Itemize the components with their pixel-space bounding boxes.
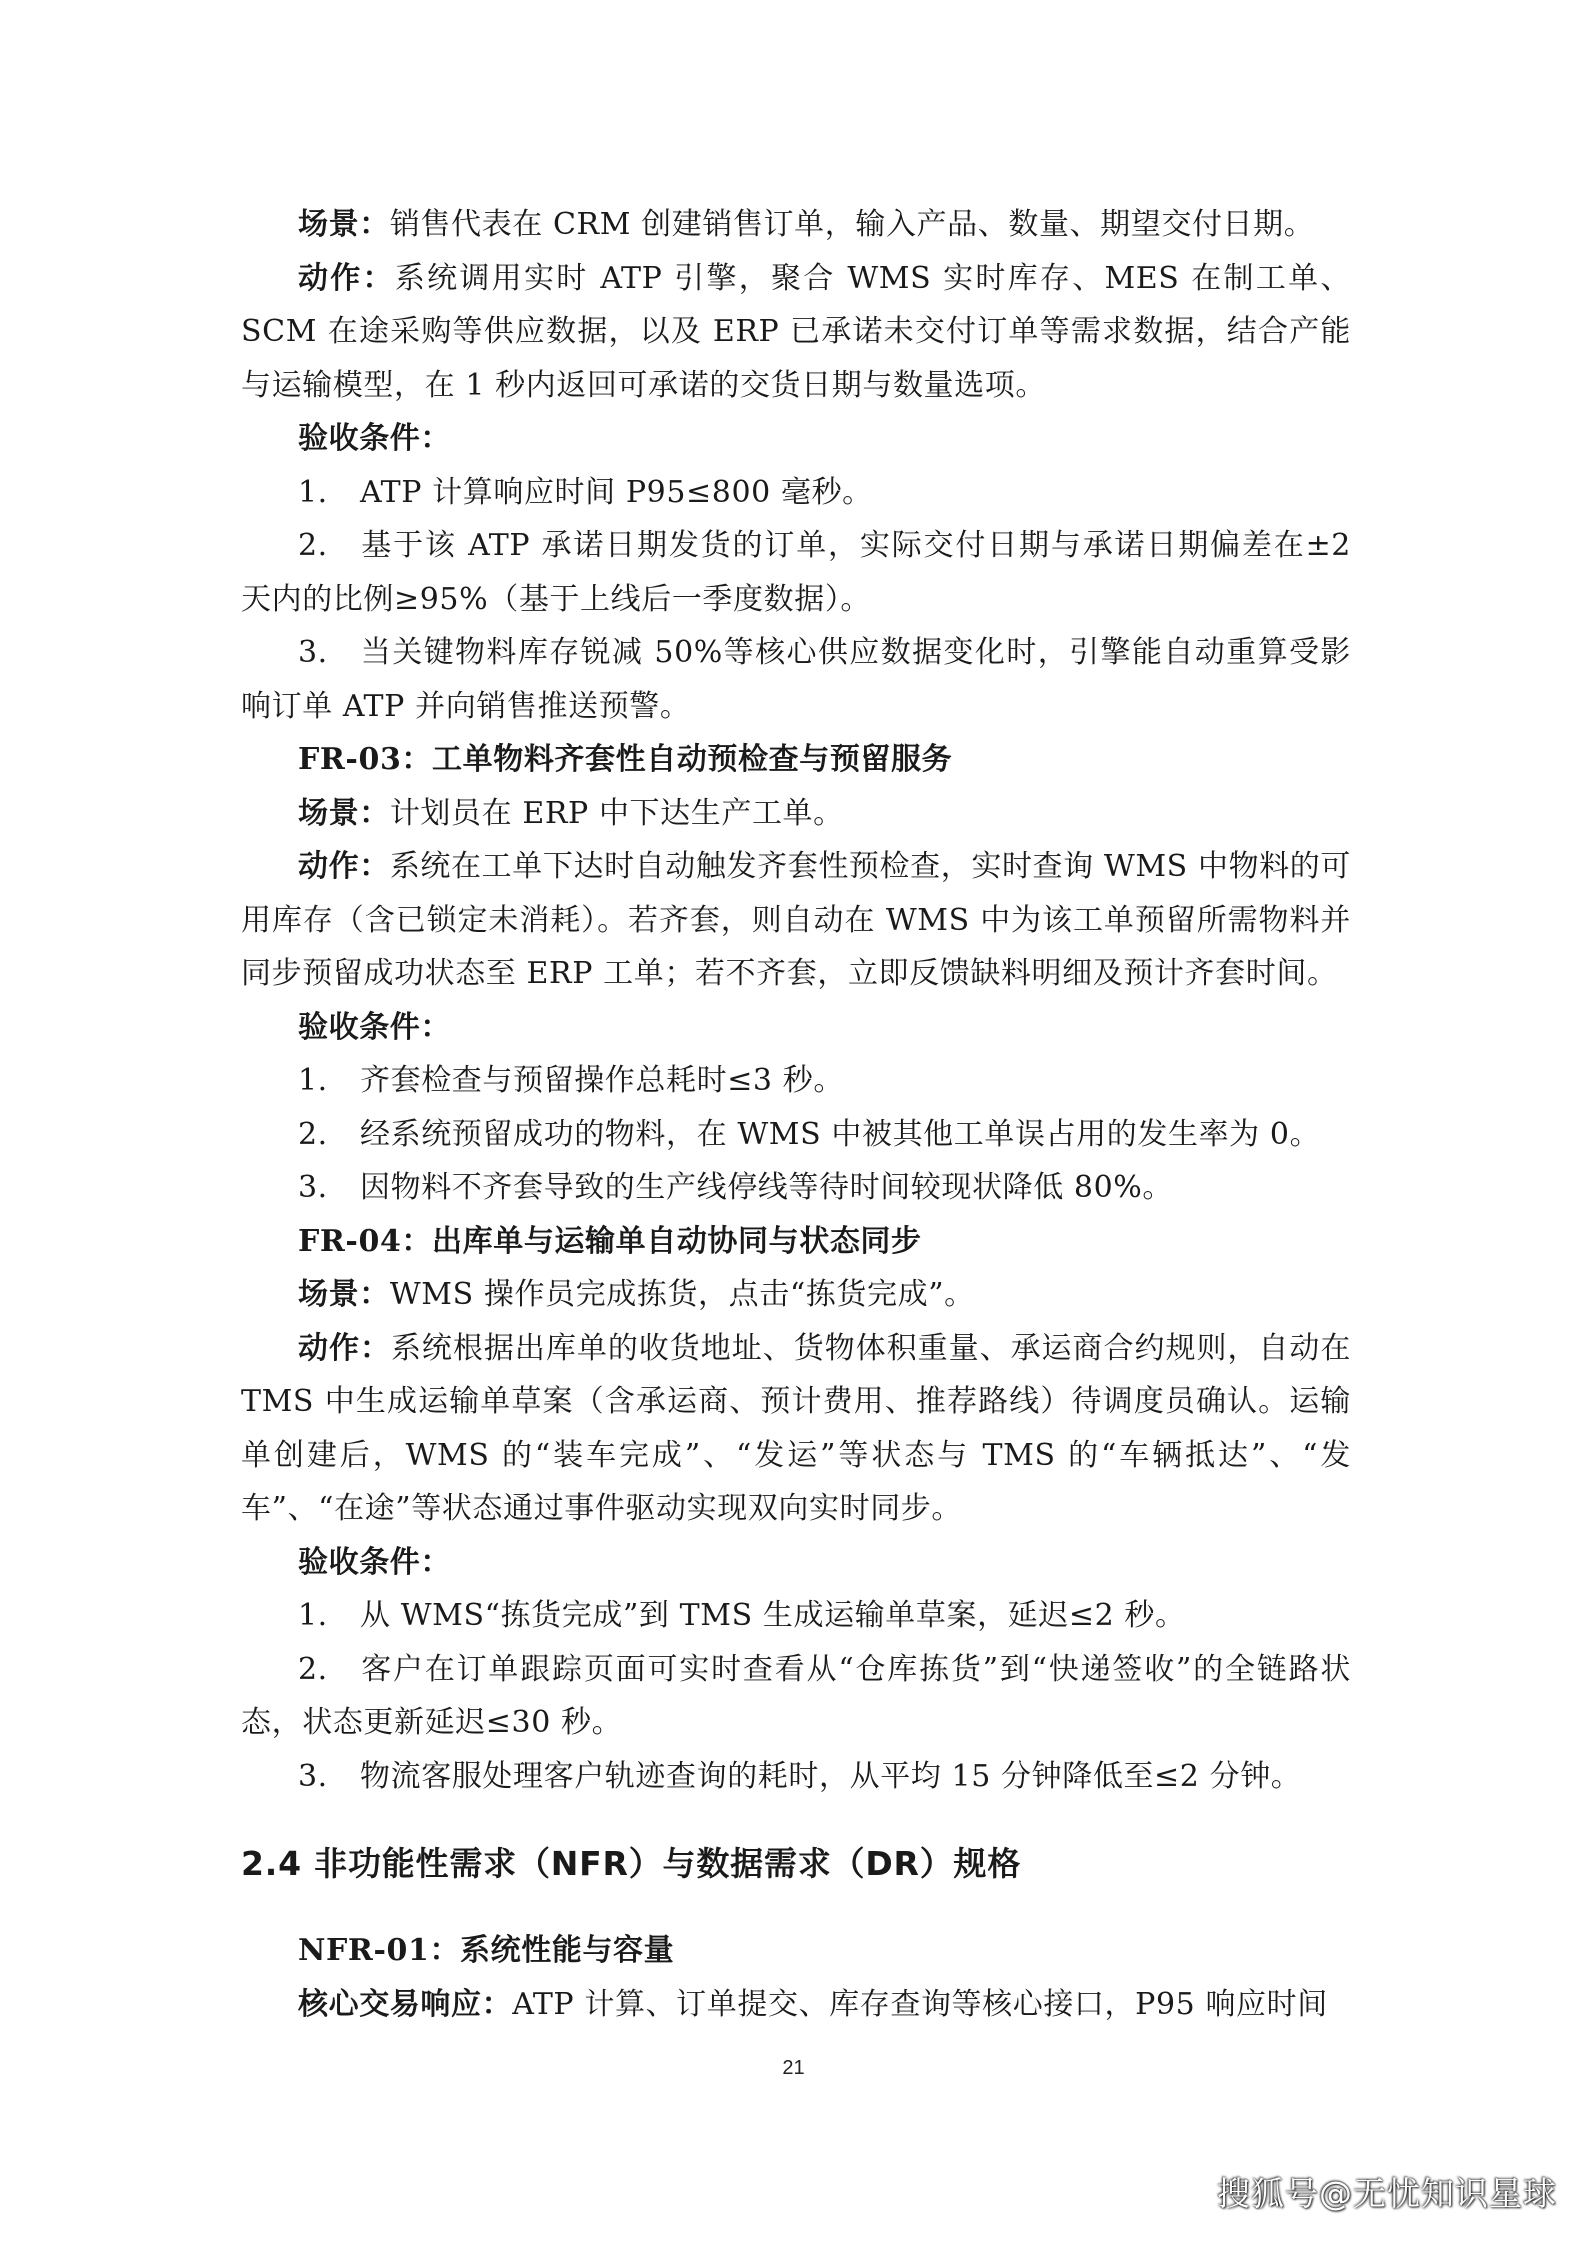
item-text: 基于该 ATP 承诺日期发货的订单，实际交付日期与承诺日期偏差在±2 天内的比例≥95%（基于上线后一季度数据）。 — [241, 528, 1351, 617]
item-text: 从 WMS“拣货完成”到 TMS 生成运输单草案，延迟≤2 秒。 — [360, 1598, 1186, 1633]
item-number: 3. — [298, 635, 328, 670]
item-text: 客户在订单跟踪页面可实时查看从“仓库拣货”到“快递签收”的全链路状态，状态更新延迟≤30 秒。 — [241, 1651, 1351, 1740]
scene-text: 计划员在 ERP 中下达生产工单。 — [389, 795, 844, 831]
action-paragraph — [241, 1322, 1351, 1536]
action-label: 动作： — [298, 849, 390, 884]
fr03-title: FR-03：工单物料齐套性自动预检查与预留服务 — [298, 742, 953, 777]
scene-label: 场景： — [298, 795, 390, 831]
acceptance-item — [241, 1643, 1351, 1750]
core-response-label: 核心交易响应： — [298, 1986, 513, 2022]
action-label: 动作： — [298, 260, 395, 296]
acceptance-item — [241, 519, 1351, 626]
action-paragraph — [241, 252, 1351, 413]
page-number: 21 — [782, 2057, 805, 2079]
scene-paragraph — [241, 1268, 1351, 1322]
acceptance-item — [241, 1589, 1351, 1643]
action-label: 动作： — [298, 1330, 391, 1366]
scene-text: WMS 操作员完成拣货，点击“拣货完成”。 — [389, 1277, 975, 1312]
fr04-title: FR-04：出库单与运输单自动协同与状态同步 — [298, 1223, 922, 1259]
action-paragraph — [241, 840, 1351, 1001]
scene-label: 场景： — [298, 1277, 390, 1312]
acceptance-heading: 验收条件： — [298, 421, 451, 456]
action-text: 系统在工单下达时自动触发齐套性预检查，实时查询 WMS 中物料的可用库存（含已锁定未消耗）。若齐套，则自动在 WMS 中为该工单预留所需物料并同步预留成功状态至 ERP 工单；若不齐套，立即反馈缺料明细及预计齐套时间。 — [241, 849, 1351, 991]
scene-paragraph — [241, 787, 1351, 841]
scene-label: 场景： — [298, 207, 390, 242]
acceptance-item — [241, 626, 1351, 733]
item-number: 2. — [298, 528, 328, 563]
item-number: 3. — [298, 1170, 328, 1205]
item-number: 1. — [298, 1063, 328, 1098]
core-response-text: ATP 计算、订单提交、库存查询等核心接口，P95 响应时间 — [512, 1986, 1328, 2022]
item-number: 1. — [298, 1598, 328, 1633]
action-text: 系统调用实时 ATP 引擎，聚合 WMS 实时库存、MES 在制工单、SCM 在途采购等供应数据，以及 ERP 已承诺未交付订单等需求数据，结合产能与运输模型，在 1 秒内返回可承诺的交货日期与数量选项。 — [241, 260, 1351, 403]
source-watermark: 搜狐号@无忧知识星球 — [1217, 2174, 1557, 2213]
nfr01-title: NFR-01：系统性能与容量 — [298, 1933, 675, 1968]
item-text: ATP 计算响应时间 P95≤800 毫秒。 — [360, 474, 873, 510]
item-number: 1. — [298, 474, 328, 510]
acceptance-item — [241, 1108, 1351, 1162]
scene-text: 销售代表在 CRM 创建销售订单，输入产品、数量、期望交付日期。 — [389, 207, 1315, 242]
item-text: 当关键物料库存锐减 50%等核心供应数据变化时，引擎能自动重算受影响订单 ATP 并向销售推送预警。 — [241, 635, 1351, 724]
acceptance-item — [241, 1054, 1351, 1108]
section-heading: 2.4 非功能性需求（NFR）与数据需求（DR）规格 — [241, 1844, 1022, 1883]
item-number: 3. — [298, 1758, 328, 1794]
acceptance-item — [241, 466, 1351, 520]
page-content — [241, 198, 1351, 2031]
scene-paragraph — [241, 198, 1351, 252]
acceptance-item — [241, 1161, 1351, 1215]
acceptance-item — [241, 1750, 1351, 1804]
acceptance-heading: 验收条件： — [298, 1544, 451, 1580]
item-text: 因物料不齐套导致的生产线停线等待时间较现状降低 80%。 — [360, 1170, 1174, 1205]
core-response-paragraph — [241, 1978, 1351, 2032]
action-text: 系统根据出库单的收货地址、货物体积重量、承运商合约规则，自动在 TMS 中生成运输单草案（含承运商、预计费用、推荐路线）待调度员确认。运输单创建后，WMS 的“装车完成”、“发运”等状态与 TMS 的“车辆抵达”、“发车”、“在途”等状态通过事件驱动实现双向实时同步。 — [241, 1330, 1351, 1526]
item-number: 2. — [298, 1651, 328, 1687]
item-text: 齐套检查与预留操作总耗时≤3 秒。 — [360, 1063, 844, 1098]
item-text: 经系统预留成功的物料，在 WMS 中被其他工单误占用的发生率为 0。 — [360, 1116, 1321, 1152]
acceptance-heading: 验收条件： — [298, 1009, 451, 1045]
item-number: 2. — [298, 1116, 328, 1152]
item-text: 物流客服处理客户轨迹查询的耗时，从平均 15 分钟降低至≤2 分钟。 — [360, 1758, 1302, 1794]
